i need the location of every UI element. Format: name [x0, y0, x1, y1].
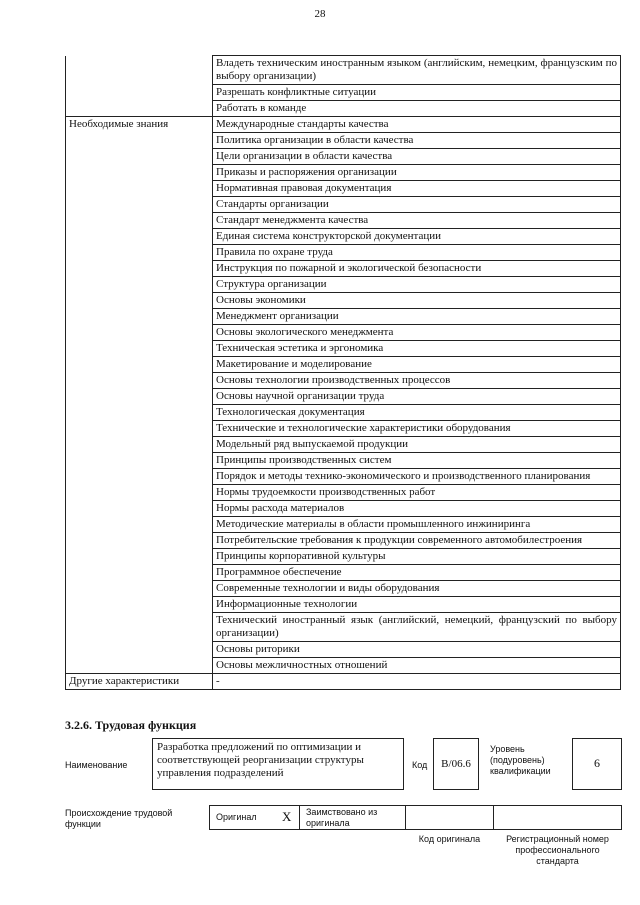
row-item: Работать в команде — [213, 101, 621, 117]
row-label — [66, 565, 213, 581]
row-label — [66, 85, 213, 101]
row-item: Информационные технологии — [213, 597, 621, 613]
knowledge-row — [66, 133, 621, 149]
skill-row — [66, 56, 621, 85]
function-name-box — [152, 738, 404, 790]
row-label — [66, 149, 213, 165]
knowledge-row — [66, 117, 621, 133]
row-item: Нормы расхода материалов — [213, 501, 621, 517]
row-label — [66, 485, 213, 501]
origin-label: Происхождение трудовой функции — [65, 808, 173, 829]
code-original-cell — [405, 805, 494, 830]
row-item: Технические и технологические характеристики оборудования — [213, 421, 621, 437]
original-cell — [209, 805, 300, 830]
reg-number-cell — [493, 805, 622, 830]
borrowed-label: Заимствовано из оригинала — [306, 807, 378, 828]
knowledge-row — [66, 517, 621, 533]
row-item: Структура организации — [213, 277, 621, 293]
row-item: Принципы производственных систем — [213, 453, 621, 469]
row-label — [66, 261, 213, 277]
knowledge-row — [66, 181, 621, 197]
row-label — [66, 277, 213, 293]
row-label — [66, 405, 213, 421]
row-item: Единая система конструкторской документации — [213, 229, 621, 245]
knowledge-row — [66, 565, 621, 581]
row-item: Цели организации в области качества — [213, 149, 621, 165]
knowledge-row — [66, 165, 621, 181]
row-label — [66, 549, 213, 565]
requirements-table — [65, 55, 621, 690]
row-item: Стандарты организации — [213, 197, 621, 213]
knowledge-row — [66, 533, 621, 549]
row-item: Потребительские требования к продукции современного автомобилестроения — [213, 533, 621, 549]
row-item: Нормы трудоемкости производственных работ — [213, 485, 621, 501]
row-item: Техническая эстетика и эргономика — [213, 341, 621, 357]
row-label — [66, 597, 213, 613]
row-item: Правила по охране труда — [213, 245, 621, 261]
row-label — [66, 245, 213, 261]
row-item: Менеджмент организации — [213, 309, 621, 325]
row-item: Основы экономики — [213, 293, 621, 309]
row-item: Владеть техническим иностранным языком (английским, немецким, французским по выбору организации) — [213, 56, 621, 85]
knowledge-row — [66, 229, 621, 245]
row-label — [66, 229, 213, 245]
row-label — [66, 357, 213, 373]
row-label — [66, 213, 213, 229]
knowledge-row — [66, 293, 621, 309]
row-label — [66, 309, 213, 325]
knowledge-row — [66, 277, 621, 293]
knowledge-row — [66, 261, 621, 277]
knowledge-row — [66, 437, 621, 453]
other-row — [66, 674, 621, 690]
row-item: Основы межличностных отношений — [213, 658, 621, 674]
row-label: Необходимые знания — [66, 117, 213, 133]
knowledge-row — [66, 341, 621, 357]
knowledge-row — [66, 245, 621, 261]
row-label — [66, 341, 213, 357]
row-label — [66, 101, 213, 117]
skill-row — [66, 101, 621, 117]
row-label — [66, 133, 213, 149]
level-box — [572, 738, 622, 790]
row-label — [66, 469, 213, 485]
row-label — [66, 642, 213, 658]
row-label — [66, 325, 213, 341]
knowledge-row — [66, 197, 621, 213]
code-original-caption: Код оригинала — [418, 834, 481, 844]
name-label: Наименование — [65, 760, 128, 770]
function-name-value: Разработка предложений по оптимизации и соответствующей реорганизации структуры управления подразделений — [157, 741, 364, 779]
knowledge-row — [66, 213, 621, 229]
knowledge-row — [66, 453, 621, 469]
knowledge-row — [66, 389, 621, 405]
knowledge-row — [66, 357, 621, 373]
knowledge-row — [66, 597, 621, 613]
code-box — [433, 738, 479, 790]
row-label — [66, 501, 213, 517]
knowledge-row — [66, 309, 621, 325]
reg-number-caption: Регистрационный номер профессионального стандарта — [506, 834, 609, 866]
row-item: Основы риторики — [213, 642, 621, 658]
row-label — [66, 181, 213, 197]
borrowed-cell — [299, 805, 406, 830]
row-item: Технический иностранный язык (английский, немецкий, французский по выбору организации) — [213, 613, 621, 642]
knowledge-row — [66, 658, 621, 674]
original-mark: X — [282, 809, 292, 824]
row-label — [66, 437, 213, 453]
row-item: Принципы корпоративной культуры — [213, 549, 621, 565]
row-item: Порядок и методы технико-экономического и производственного планирования — [213, 469, 621, 485]
row-item: - — [213, 674, 621, 690]
code-label: Код — [412, 760, 428, 770]
row-item: Модельный ряд выпускаемой продукции — [213, 437, 621, 453]
knowledge-row — [66, 421, 621, 437]
knowledge-row — [66, 501, 621, 517]
knowledge-row — [66, 613, 621, 642]
row-item: Современные технологии и виды оборудования — [213, 581, 621, 597]
row-label — [66, 373, 213, 389]
row-label: Другие характеристики — [66, 674, 213, 690]
row-label — [66, 658, 213, 674]
knowledge-row — [66, 149, 621, 165]
row-item: Политика организации в области качества — [213, 133, 621, 149]
row-label — [66, 389, 213, 405]
row-item: Основы технологии производственных процессов — [213, 373, 621, 389]
knowledge-row — [66, 405, 621, 421]
row-item: Основы экологического менеджмента — [213, 325, 621, 341]
original-label: Оригинал — [216, 812, 257, 822]
knowledge-row — [66, 549, 621, 565]
page-number: 28 — [314, 8, 326, 20]
knowledge-row — [66, 373, 621, 389]
row-item: Программное обеспечение — [213, 565, 621, 581]
row-label — [66, 165, 213, 181]
row-item: Основы научной организации труда — [213, 389, 621, 405]
row-item: Макетирование и моделирование — [213, 357, 621, 373]
level-value: 6 — [594, 756, 600, 770]
row-label — [66, 581, 213, 597]
level-label: Уровень (подуровень) квалификации — [490, 744, 551, 776]
row-item: Нормативная правовая документация — [213, 181, 621, 197]
knowledge-row — [66, 642, 621, 658]
row-label — [66, 533, 213, 549]
row-item: Методические материалы в области промышленного инжиниринга — [213, 517, 621, 533]
row-label — [66, 197, 213, 213]
row-label — [66, 517, 213, 533]
row-item: Стандарт менеджмента качества — [213, 213, 621, 229]
skill-row — [66, 85, 621, 101]
row-label — [66, 56, 213, 85]
row-label — [66, 613, 213, 642]
row-item: Технологическая документация — [213, 405, 621, 421]
row-item: Инструкция по пожарной и экологической безопасности — [213, 261, 621, 277]
row-item: Приказы и распоряжения организации — [213, 165, 621, 181]
code-value: B/06.6 — [441, 758, 471, 770]
row-item: Международные стандарты качества — [213, 117, 621, 133]
row-label — [66, 293, 213, 309]
knowledge-row — [66, 325, 621, 341]
knowledge-row — [66, 581, 621, 597]
knowledge-row — [66, 469, 621, 485]
row-label — [66, 453, 213, 469]
knowledge-row — [66, 485, 621, 501]
row-label — [66, 421, 213, 437]
row-item: Разрешать конфликтные ситуации — [213, 85, 621, 101]
section-heading: 3.2.6. Трудовая функция — [65, 718, 197, 732]
